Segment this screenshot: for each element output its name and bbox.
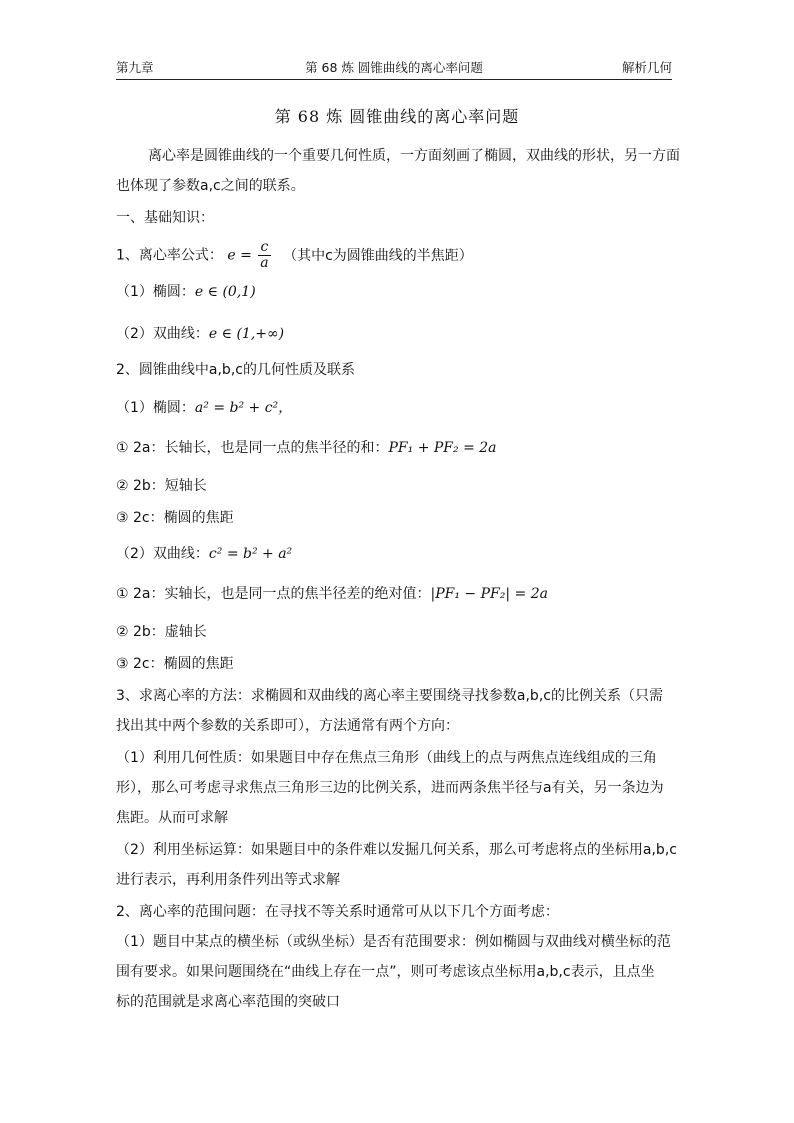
header-section-title: 第 68 炼 圆锥曲线的离心率问题 [305, 60, 483, 75]
ellipse-range-label: （1）椭圆： [116, 284, 195, 300]
method-line-2: 找出其中两个参数的关系即可），方法通常有两个方向： [116, 718, 459, 734]
ellipse-major-axis-line [116, 438, 497, 458]
eccentricity-formula-line [116, 240, 473, 271]
ellipse-range-line [116, 282, 256, 302]
range-method-line-1: （1）题目中某点的横坐标（或纵坐标）是否有范围要求：例如椭圆与双曲线对横坐标的范 [116, 934, 671, 950]
coordinate-method-line-1: （2）利用坐标运算：如果题目中的条件难以发掘几何关系，那么可考虑将点的坐标用a,b,c [116, 842, 677, 858]
document-title: 第 68 炼 圆锥曲线的离心率问题 [274, 107, 520, 126]
hyperbola-imaginary-axis-line: ② 2b：虚轴长 [116, 624, 207, 640]
formula-fraction [258, 240, 270, 271]
geometric-method-line-3: 焦距。从而可求解 [116, 810, 228, 826]
range-problem-heading: 2、离心率的范围问题：在寻找不等关系时通常可从以下几个方面考虑： [116, 904, 559, 920]
formula-e: e = [227, 247, 252, 264]
hyperbola-real-axis-line [116, 584, 548, 604]
method-line-1: 3、求离心率的方法：求椭圆和双曲线的离心率主要围绕寻找参数a,b,c的比例关系（只需 [116, 688, 663, 704]
hyperbola-relation-math: c² = b² + a² [208, 546, 293, 562]
fraction-denominator: a [260, 255, 269, 271]
hyperbola-real-axis-text: ① 2a：实轴长，也是同一点的焦半径差的绝对值： [116, 586, 431, 602]
header-subject: 解析几何 [621, 60, 672, 75]
ellipse-relation-label: （1）椭圆： [116, 400, 195, 416]
hyperbola-range-math: e ∈ (1,+∞) [208, 326, 285, 342]
hyperbola-relation-line [116, 544, 292, 564]
range-method-line-3: 标的范围就是求离心率范围的突破口 [116, 994, 340, 1010]
ellipse-relation-math: a² = b² + c²， [194, 400, 293, 416]
formula-label: 1、离心率公式： [116, 247, 223, 264]
ellipse-focal-distance-line: ③ 2c：椭圆的焦距 [116, 510, 234, 526]
formula-note: （其中c为圆锥曲线的半焦距） [283, 247, 473, 264]
hyperbola-range-label: （2）双曲线： [116, 326, 209, 342]
fraction-numerator: c [258, 240, 270, 256]
intro-line-1: 离心率是圆锥曲线的一个重要几何性质，一方面刻画了椭圆，双曲线的形状，另一方面 [148, 148, 680, 164]
ellipse-major-axis-text: ① 2a：长轴长，也是同一点的焦半径的和： [116, 440, 389, 456]
ellipse-range-math: e ∈ (0,1) [194, 284, 256, 300]
ellipse-minor-axis-line: ② 2b：短轴长 [116, 478, 207, 494]
hyperbola-relation-label: （2）双曲线： [116, 546, 209, 562]
ellipse-major-axis-math: PF₁ + PF₂ = 2a [388, 440, 497, 456]
hyperbola-range-line [116, 324, 284, 344]
hyperbola-focal-distance-line: ③ 2c：椭圆的焦距 [116, 656, 234, 672]
header-divider [116, 79, 672, 80]
abc-properties-heading: 2、圆锥曲线中a,b,c的几何性质及联系 [116, 362, 355, 378]
geometric-method-line-2: 形），那么可考虑寻求焦点三角形三边的比例关系，进而两条焦半径与a有关，另一条边为 [116, 780, 664, 796]
header-chapter: 第九章 [116, 60, 154, 75]
hyperbola-real-axis-math: |PF₁ − PF₂| = 2a [430, 586, 548, 602]
coordinate-method-line-2: 进行表示，再利用条件列出等式求解 [116, 872, 340, 888]
geometric-method-line-1: （1）利用几何性质：如果题目中存在焦点三角形（曲线上的点与两焦点连线组成的三角 [116, 750, 657, 766]
range-method-line-2: 围有要求。如果问题围绕在“曲线上存在一点”，则可考虑该点坐标用a,b,c表示，且点坐 [116, 964, 655, 980]
section-heading-basics: 一、基础知识： [116, 210, 214, 226]
ellipse-relation-line [116, 398, 292, 418]
page-header [116, 58, 672, 78]
intro-line-2: 也体现了参数a,c之间的联系。 [116, 178, 305, 194]
